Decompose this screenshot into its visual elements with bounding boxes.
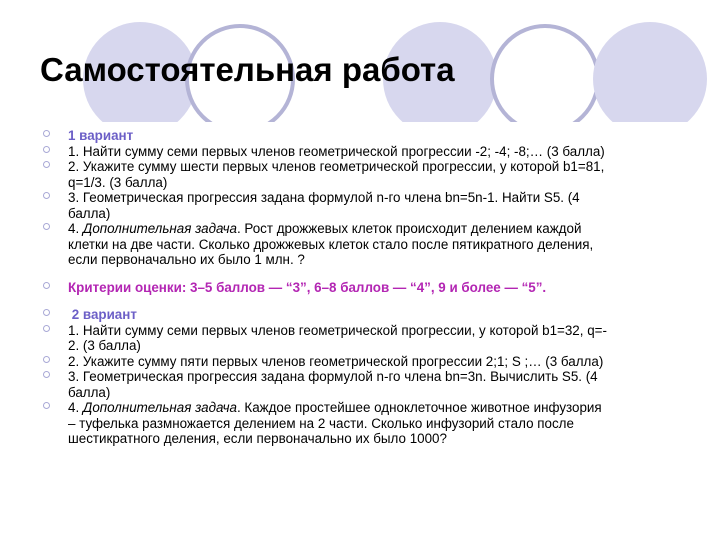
variant-1-task-2-line-2: q=1/3. (3 балла) — [68, 174, 168, 190]
variant-2-task-4-line-3: шестикратного деления, если первоначально их было 1000? — [68, 431, 447, 446]
variant-1-task-3-line-2: балла) — [68, 205, 111, 221]
list-item — [43, 221, 683, 268]
list-item — [43, 190, 683, 221]
bullet-icon — [43, 130, 50, 137]
variant-2-task-1-line-2: 2. (3 балла) — [68, 338, 141, 353]
variant-2-task-4-line-1: . Каждое простейшее одноклеточное животное инфузория — [236, 400, 602, 415]
bullet-icon — [43, 356, 50, 363]
bullet-icon — [43, 282, 50, 289]
bullet-icon — [43, 223, 50, 230]
decor-circle-4 — [492, 26, 598, 122]
variant-2-task-4-prefix: 4. — [68, 400, 83, 415]
list-item — [43, 323, 683, 354]
decor-circle-5 — [593, 22, 707, 122]
variant-1-task-4-line-1: . Рост дрожжевых клеток происходит делением каждой — [236, 221, 582, 236]
variant-1-task-2-line-1: 2. Укажите сумму шести первых членов геометрической прогрессии, у которой b1=81, — [68, 159, 605, 174]
variant-2-task-3-line-2: балла) — [68, 384, 111, 400]
variant-1-task-4-label: Дополнительная задача — [82, 221, 237, 236]
bullet-icon — [43, 146, 50, 153]
bullet-icon — [43, 161, 50, 168]
bullet-icon — [43, 402, 50, 409]
bullet-icon — [43, 192, 50, 199]
variant-2-header: 2 вариант — [68, 307, 137, 322]
variant-2-task-3-line-1: 3. Геометрическая прогрессия задана формулой n-го члена bn=3n. Вычислить S5. (4 — [68, 369, 598, 384]
bullet-icon — [43, 325, 50, 332]
variant-1-task-3-line-1: 3. Геометрическая прогрессия задана формулой n-го члена bn=5n-1. Найти S5. (4 — [68, 190, 580, 205]
bullet-icon — [43, 371, 50, 378]
variant-1-header: 1 вариант — [68, 128, 134, 143]
list-item — [43, 354, 683, 370]
variant-2-task-2: 2. Укажите сумму пяти первых членов геометрической прогрессии 2;1; S ;… (3 балла) — [68, 353, 604, 369]
list-item — [43, 307, 683, 323]
variant-1-task-4-prefix: 4. — [68, 221, 83, 236]
page-title: Самостоятельная работа — [40, 51, 455, 88]
bullet-icon — [43, 309, 50, 316]
list-item — [43, 128, 683, 144]
list-item — [43, 280, 683, 296]
variant-1-task-1: 1. Найти сумму семи первых членов геометрической прогрессии -2; -4; -8;… (3 балла) — [68, 143, 605, 159]
variant-2-task-4-label: Дополнительная задача — [82, 400, 237, 415]
variant-2-task-1-line-1: 1. Найти сумму семи первых членов геометрической прогрессии, у которой b1=32, q=- — [68, 322, 607, 338]
list-item — [43, 144, 683, 160]
variant-2-task-4-line-2: – туфелька размножается делением на 2 части. Сколько инфузорий стало после — [68, 415, 574, 431]
variant-1-task-4-line-2: клетки на две части. Сколько дрожжевых клеток стало после пятикратного деления, — [68, 236, 594, 252]
grading-criteria: Критерии оценки: 3–5 баллов — “3”, 6–8 баллов — “4”, 9 и более — “5”. — [68, 279, 547, 295]
list-item — [43, 369, 683, 400]
list-item — [43, 400, 683, 447]
task-list — [43, 128, 683, 447]
variant-1-task-4-line-3: если первоначально их было 1 млн. ? — [68, 252, 305, 267]
list-item — [43, 159, 683, 190]
